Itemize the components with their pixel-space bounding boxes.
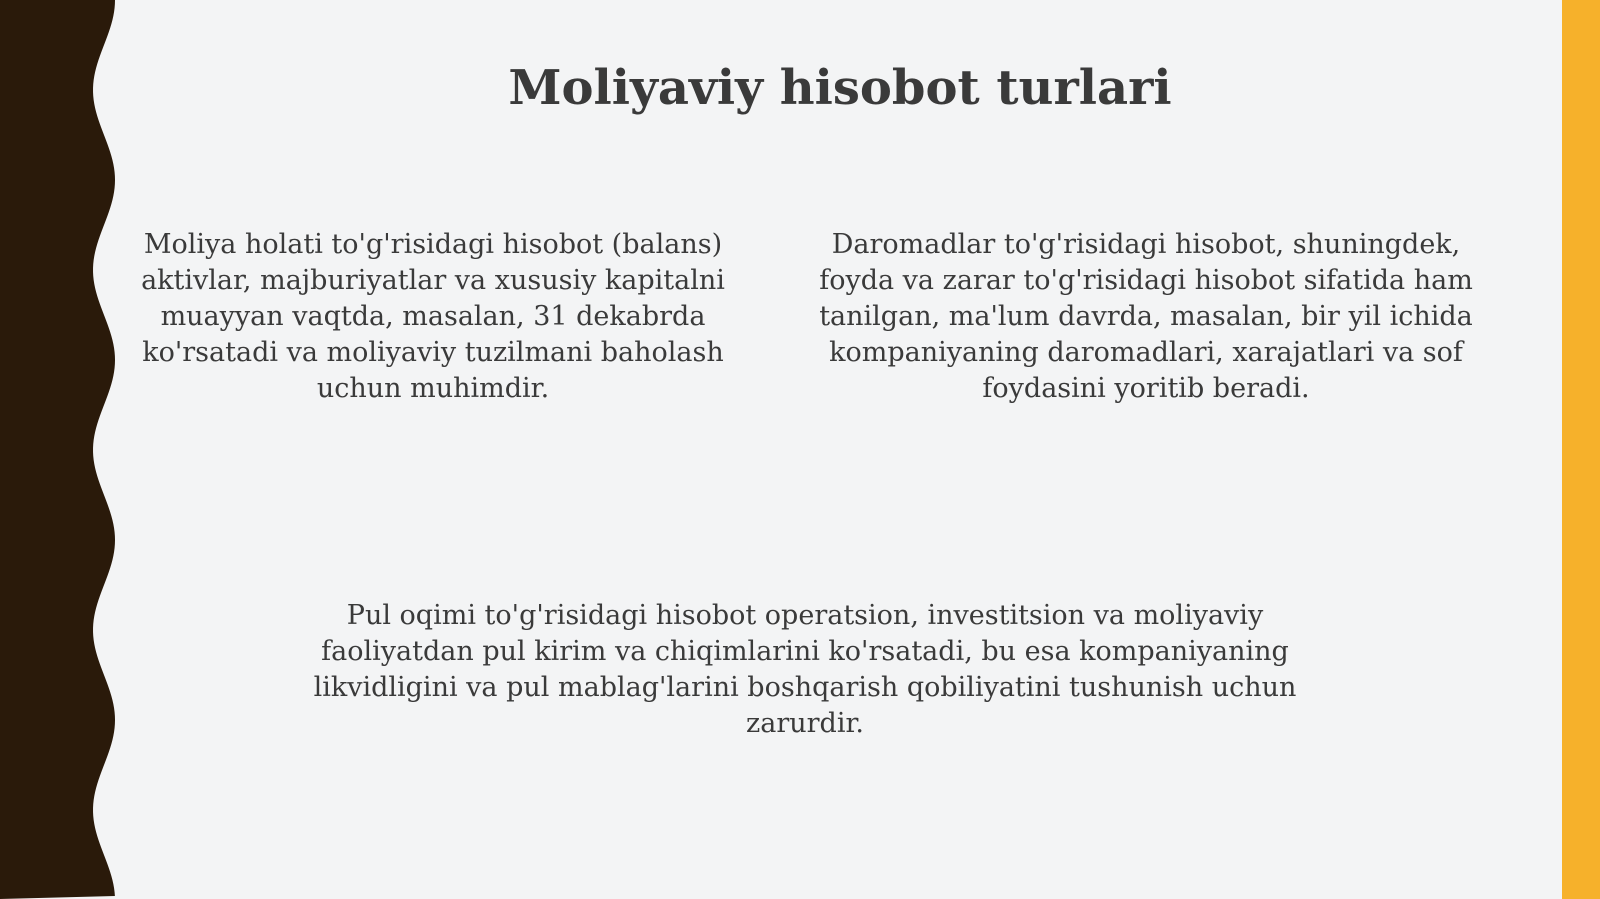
slide-title: Moliyaviy hisobot turlari xyxy=(508,60,1172,116)
accent-bar-right xyxy=(1562,0,1600,899)
cash-flow-paragraph: Pul oqimi to'g'risidagi hisobot operatsion, investitsion va moliyaviy faoliyatdan pul kirim va chiqimlarini ko'rsatadi, bu esa kompaniyaning likvidligini va pul mablag'larini boshqarish qobiliyatini tushunish uchun zarurdir. xyxy=(313,600,1297,739)
balance-sheet-paragraph: Moliya holati to'g'risidagi hisobot (balans) aktivlar, majburiyatlar va xususiy kapitalni muayyan vaqtda, masalan, 31 dekabrda ko'rsatadi va moliyaviy tuzilmani baholash uchun muhimdir. xyxy=(141,229,725,404)
wavy-left-band xyxy=(0,0,130,899)
income-statement-paragraph: Daromadlar to'g'risidagi hisobot, shuningdek, foyda va zarar to'g'risidagi hisobot sifatida ham tanilgan, ma'lum davrda, masalan, bir yil ichida kompaniyaning daromadlari, xarajatlari va sof foydasini yoritib beradi. xyxy=(819,229,1473,404)
